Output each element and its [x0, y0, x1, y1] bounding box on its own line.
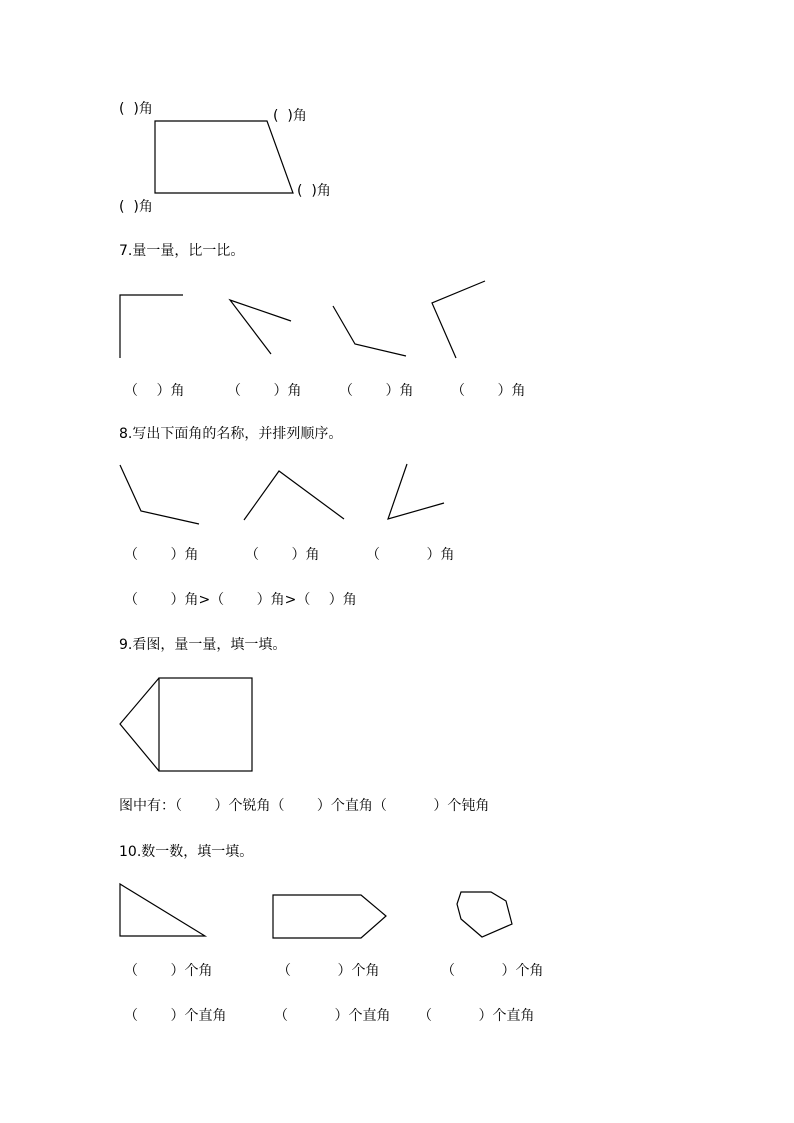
question-7-title: 7.量一量，比一比。: [119, 243, 245, 259]
q7-answer-1: （ ）角: [124, 383, 185, 399]
angle-label-top-right: ( )角: [273, 108, 307, 124]
q7-answer-4: （ ）角: [451, 383, 526, 399]
irregular-hexagon-shape: [457, 892, 512, 937]
square-shape: [159, 678, 252, 771]
q7-answer-3: （ ）角: [339, 383, 414, 399]
q10-right-angle-count-1: （ ）个直角: [124, 1008, 227, 1024]
acute-angle-figure-d: [388, 464, 444, 519]
q10-right-angle-count-2: （ ）个直角: [274, 1008, 391, 1024]
question-10-title: 10.数一数，填一填。: [119, 844, 254, 860]
right-angle-figure: [120, 295, 183, 358]
question-9-title: 9.看图，量一量，填一填。: [119, 637, 287, 653]
right-triangle-shape: [120, 884, 205, 936]
q10-right-angle-count-3: （ ）个直角: [418, 1008, 535, 1024]
trapezoid-shape: [155, 121, 293, 193]
acute-angle-figure-a: [230, 300, 291, 354]
question-8-title: 8.写出下面角的名称，并排列顺序。: [119, 426, 343, 442]
triangle-attached-shape: [120, 678, 159, 771]
acute-angle-figure-b: [432, 281, 485, 358]
q7-answer-2: （ ）角: [227, 383, 302, 399]
q8-answer-2: （ ）角: [245, 547, 320, 563]
angle-label-top-left: ( )角: [119, 101, 153, 117]
q10-angle-count-1: （ ）个角: [124, 963, 213, 979]
q10-angle-count-2: （ ）个角: [277, 963, 380, 979]
q10-angle-count-3: （ ）个角: [441, 963, 544, 979]
angle-label-bottom-right: ( )角: [297, 183, 331, 199]
acute-angle-figure-c: [244, 471, 344, 520]
q8-order-line: （ ）角>（ ）角>（ ）角: [124, 592, 357, 608]
q8-answer-3: （ ）角: [366, 547, 455, 563]
pentagon-arrow-shape: [273, 895, 386, 938]
obtuse-angle-figure-a: [333, 306, 406, 356]
angle-label-bottom-left: ( )角: [119, 199, 153, 215]
q8-answer-1: （ ）角: [124, 547, 199, 563]
obtuse-angle-figure-b: [120, 465, 199, 524]
q9-answer-line: 图中有：（ ）个锐角（ ）个直角（ ）个钝角: [119, 798, 490, 814]
